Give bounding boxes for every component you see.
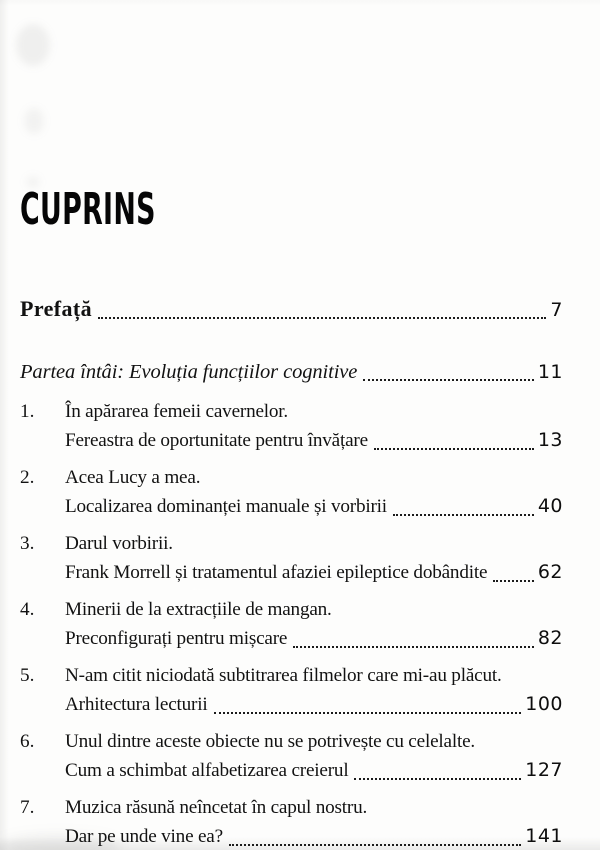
- entry-title: N-am citit niciodată subtitrarea filmelor care mi-au plăcut.: [65, 665, 502, 686]
- entry-subtitle: Localizarea dominanței manuale și vorbirii: [65, 496, 387, 517]
- page-title: CUPRINS: [20, 184, 156, 235]
- entry-subtitle: Frank Morrell și tratamentul afaziei epileptice dobândite: [65, 562, 488, 583]
- toc-entry-3: [20, 530, 563, 587]
- page-title-wrap: [20, 184, 243, 235]
- entry-page-number: 13: [537, 429, 563, 451]
- entry-number: 5.: [20, 665, 35, 686]
- toc-entry-7: [20, 794, 563, 850]
- entry-number: 7.: [20, 797, 35, 818]
- entry-page-number: 100: [525, 693, 563, 715]
- entry-number: 3.: [20, 533, 35, 554]
- entry-subtitle-row: [65, 624, 563, 653]
- entry-subtitle-row: [65, 558, 563, 587]
- preface-label: Prefață: [20, 296, 93, 321]
- entry-subtitle: Cum a schimbat alfabetizarea creierul: [65, 760, 349, 781]
- entry-content: [65, 794, 563, 850]
- entry-subtitle-row: [65, 690, 563, 719]
- toc-entry-6: [20, 728, 563, 785]
- dot-leader: [374, 448, 534, 450]
- entry-title: Unul dintre aceste obiecte nu se potrivește cu celelalte.: [65, 731, 476, 752]
- entry-subtitle-row: [65, 426, 563, 455]
- entry-title: Darul vorbirii.: [65, 533, 173, 554]
- dot-leader: [363, 379, 534, 381]
- dot-leader: [293, 646, 534, 648]
- dot-leader: [393, 514, 534, 516]
- part-label: Partea întâi: Evoluția funcțiilor cognitive: [20, 361, 358, 383]
- toc-list: [20, 295, 563, 850]
- toc-entry-4: [20, 596, 563, 653]
- entry-content: [65, 464, 563, 521]
- entry-subtitle-row: [65, 822, 563, 850]
- entry-content: [65, 728, 563, 785]
- entry-subtitle-row: [65, 492, 563, 521]
- entry-title: În apărarea femeii cavernelor.: [65, 401, 289, 422]
- entry-page-number: 40: [537, 495, 563, 517]
- toc-entry-2: [20, 464, 563, 521]
- entry-content: [65, 662, 563, 719]
- entry-title: Muzica răsună neîncetat în capul nostru.: [65, 797, 368, 818]
- entry-number: 6.: [20, 731, 35, 752]
- preface-page-number: 7: [550, 299, 563, 321]
- entry-content: [65, 530, 563, 587]
- dot-leader: [214, 712, 522, 714]
- dot-leader: [229, 844, 521, 846]
- entry-subtitle: Fereastra de oportunitate pentru învățare: [65, 430, 368, 451]
- entry-subtitle-row: [65, 756, 563, 785]
- entry-subtitle: Preconfigurați pentru mișcare: [65, 628, 288, 649]
- entry-page-number: 141: [525, 825, 563, 847]
- toc-entry-5: [20, 662, 563, 719]
- entry-number: 2.: [20, 467, 35, 488]
- entry-page-number: 127: [525, 759, 563, 781]
- entry-page-number: 82: [537, 627, 563, 649]
- dot-leader: [354, 778, 521, 780]
- entry-page-number: 62: [537, 561, 563, 583]
- scan-smudge: [24, 108, 44, 134]
- entry-number: 1.: [20, 401, 35, 422]
- toc-preface-row: [20, 295, 563, 324]
- entry-number: 4.: [20, 599, 35, 620]
- entry-subtitle: Arhitectura lecturii: [65, 694, 208, 715]
- dot-leader: [493, 580, 534, 582]
- entry-title: Acea Lucy a mea.: [65, 467, 201, 488]
- toc-part-row: [20, 358, 563, 386]
- toc-entry-1: [20, 398, 563, 455]
- dot-leader: [98, 317, 546, 319]
- entry-title: Minerii de la extracțiile de mangan.: [65, 599, 332, 620]
- entry-content: [65, 398, 563, 455]
- entry-subtitle: Dar pe unde vine ea?: [65, 826, 223, 847]
- scan-smudge: [16, 24, 50, 66]
- part-page-number: 11: [537, 361, 563, 383]
- entry-content: [65, 596, 563, 653]
